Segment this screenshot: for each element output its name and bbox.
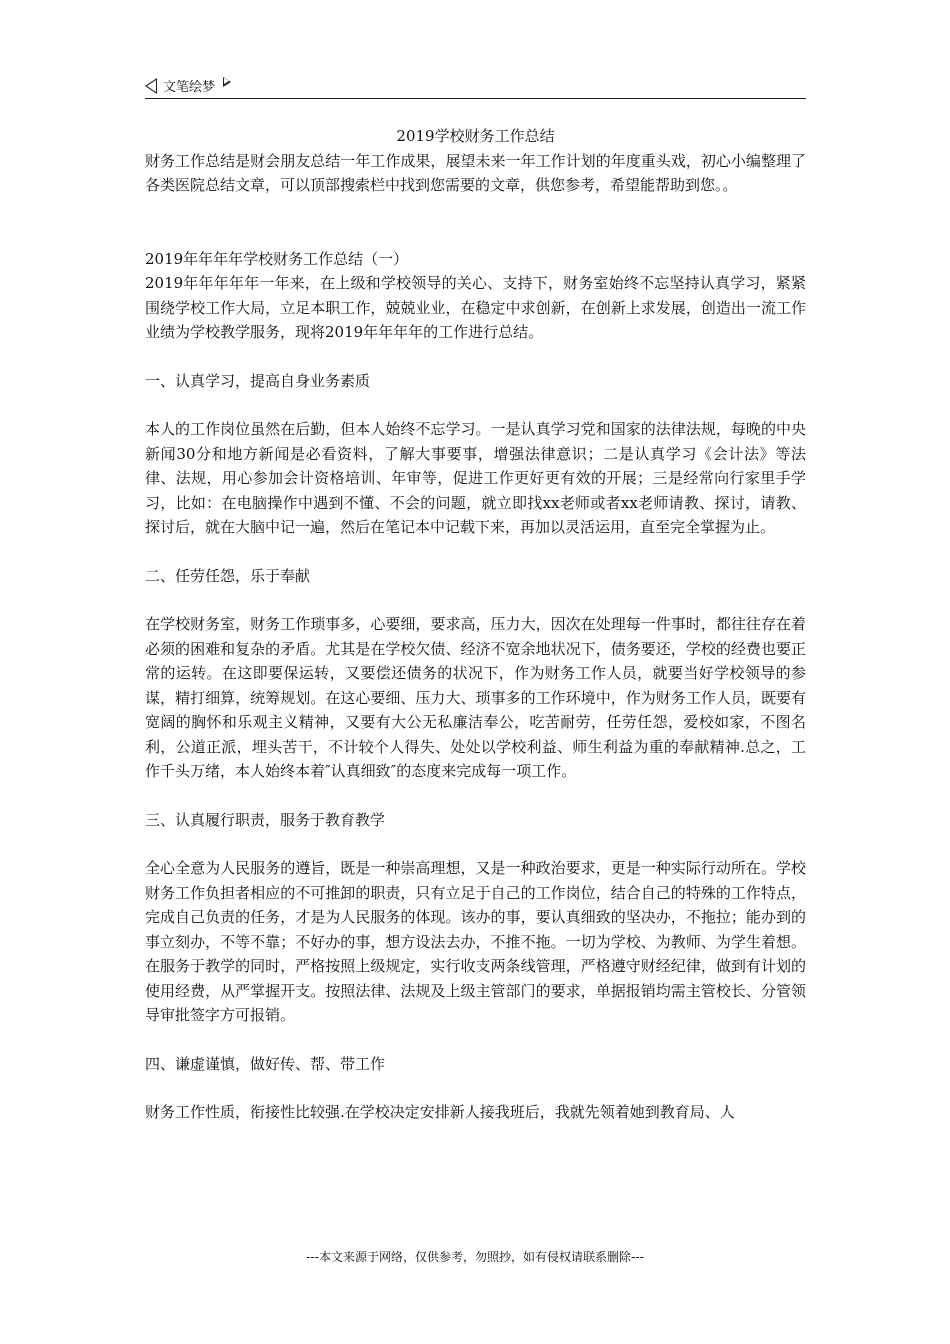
section-heading: 一、认真学习，提高自身业务素质	[145, 371, 371, 390]
right-triangle-icon	[223, 77, 231, 87]
section-paragraph: 全心全意为人民服务的遵旨，既是一种崇高理想，又是一种政治要求，更是一种实际行动所在。学校财务工作负担者相应的不可推卸的职责，只有立足于自己的工作岗位，结合自己的特殊的工作特点，完成自己负责的任务，才是为人民服务的体现。该办的事，要认真细致的坚决办，不拖拉；能办到的事立刻办，不等不靠；不好办的事，想方设法去办，不推不拖。一切为学校、为教师、为学生着想。在服务于教学的同时，严格按照上级规定，实行收支两条线管理，严格遵守财经纪律，做到有计划的使用经费，从严掌握开支。按照法律、法规及上级主管部门的要求，单据报销均需主管校长、分管领导审批签字方可报销。	[145, 859, 806, 1024]
brand	[145, 76, 231, 95]
document-body	[145, 124, 806, 1125]
page-header	[145, 74, 806, 99]
section-paragraph: 在学校财务室，财务工作琐事多，心要细，要求高，压力大，因次在处理每一件事时，都往往存在着必须的困难和复杂的矛盾。尤其是在学校欠债、经济不宽余地状况下，债务要还，学校的经费也要正常的运转。在这即要保运转，又要偿还债务的状况下，作为财务工作人员，就要当好学校领导的参谋，精打细算，统筹规划。在这心要细、压力大、琐事多的工作环境中，作为财务工作人员，既要有宽阔的胸怀和乐观主义精神，又要有大公无私廉洁奉公，吃苦耐劳，任劳任怨，爱校如家，不图名利，公道正派，埋头苦干，不计较个人得失、处处以学校利益、师生利益为重的奉献精神.总之，工作千头万绪，本人始终本着″认真细致″的态度来完成每一项工作。	[145, 615, 806, 780]
section-paragraph: 财务工作性质，衔接性比较强.在学校决定安排新人接我班后，我就先领着她到教育局、人	[145, 1103, 735, 1121]
document-title: 2019学校财务工作总结	[396, 127, 555, 145]
intro-paragraph: 财务工作总结是财会朋友总结一年工作成果，展望未来一年工作计划的年度重头戏，初心小编整理了各类医院总结文章，可以顶部搜索栏中找到您需要的文章，供您参考，希望能帮助到您。。	[145, 151, 806, 194]
subtitle: 2019年年年年学校财务工作总结（一）	[145, 249, 409, 268]
section-heading: 三、认真履行职责，服务于教育教学	[145, 810, 386, 829]
section-heading: 四、谦虚谨慎，做好传、帮、带工作	[145, 1054, 386, 1073]
brand-name: 文笔绘梦	[163, 80, 216, 95]
footer-notice: ---本文来源于网络，仅供参考，勿照抄，如有侵权请联系删除---	[306, 1250, 644, 1264]
section-paragraph: 本人的工作岗位虽然在后勤，但本人始终不忘学习。一是认真学习党和国家的法律法规，每晚的中央新闻30分和地方新闻是必看资料，了解大事要事，增强法律意识；二是认真学习《会计法》等法律、法规，用心参加会计资格培训、年审等，促进工作更好更有效的开展；三是经常向行家里手学习，比如：在电脑操作中遇到不懂、不会的问题，就立即找xx老师或者xx老师请教、探讨，请教、探讨后，就在大脑中记一遍，然后在笔记本中记载下来，再加以灵活运用，直至完全掌握为止。	[145, 420, 806, 536]
opening-paragraph: 2019年年年年年一年来，在上级和学校领导的关心、支持下，财务室始终不忘坚持认真学习，紧紧围绕学校工作大局，立足本职工作，兢兢业业，在稳定中求创新，在创新上求发展，创造出一流工作业绩为学校教学服务，现将2019年年年年的工作进行总结。	[145, 274, 806, 341]
left-triangle-icon	[145, 78, 157, 94]
section-heading: 二、任劳任怨，乐于奉献	[145, 566, 311, 585]
